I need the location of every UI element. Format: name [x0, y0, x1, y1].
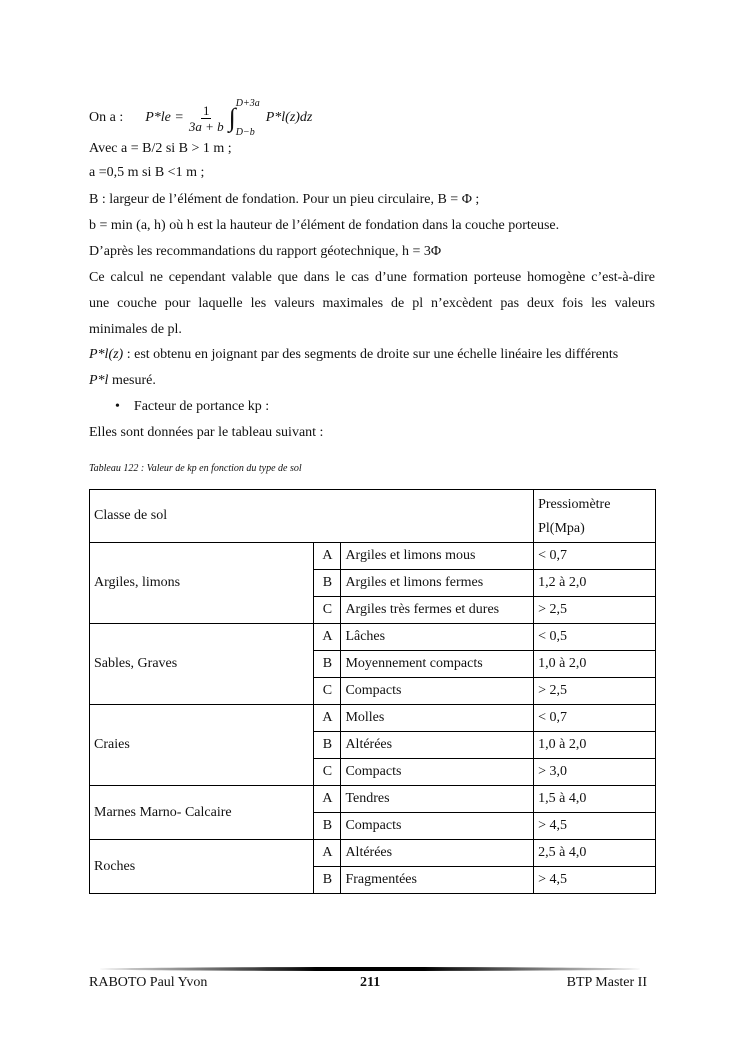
- footer-course: BTP Master II: [566, 975, 647, 990]
- description-cell: Moyennement compacts: [341, 651, 534, 678]
- text-line: a =0,5 m si B <1 m ;: [89, 165, 205, 180]
- integral-bounds: [236, 98, 260, 138]
- pl-value-cell: 1,0 à 2,0: [534, 732, 656, 759]
- footer-page-number: 211: [360, 975, 381, 990]
- soil-class-cell: Argiles, limons: [90, 543, 314, 624]
- footer-divider: [100, 967, 640, 971]
- table-header-row: [90, 490, 656, 543]
- text-span: : est obtenu en joignant par des segments de droite sur une échelle linéaire les différents: [126, 347, 619, 362]
- subclass-cell: A: [314, 705, 341, 732]
- text-line: Avec a = B/2 si B > 1 m ;: [89, 141, 232, 156]
- soil-class-table: [89, 489, 656, 894]
- description-cell: Compacts: [341, 813, 534, 840]
- soil-class-cell: Roches: [90, 840, 314, 894]
- pl-value-cell: 2,5 à 4,0: [534, 840, 656, 867]
- subclass-cell: A: [314, 543, 341, 570]
- soil-class-cell: Sables, Graves: [90, 624, 314, 705]
- subclass-cell: B: [314, 867, 341, 894]
- soil-class-cell: Marnes Marno- Calcaire: [90, 786, 314, 840]
- pl-symbol: P*l(z): [89, 347, 124, 362]
- text-line: b = min (a, h) où h est la hauteur de l’élément de fondation dans la couche porteuse.: [89, 218, 560, 233]
- pl-value-cell: 1,0 à 2,0: [534, 651, 656, 678]
- subclass-cell: B: [314, 570, 341, 597]
- footer-author: RABOTO Paul Yvon: [89, 975, 208, 990]
- table-row: [90, 543, 656, 570]
- integral-sign: ∫: [228, 103, 236, 132]
- pl-value-cell: > 2,5: [534, 678, 656, 705]
- subclass-cell: A: [314, 840, 341, 867]
- description-cell: Molles: [341, 705, 534, 732]
- soil-class-cell: Craies: [90, 705, 314, 786]
- bullet-item: [115, 399, 269, 415]
- subclass-cell: B: [314, 732, 341, 759]
- description-cell: Argiles très fermes et dures: [341, 597, 534, 624]
- table-caption: Tableau 122 : Valeur de kp en fonction du type de sol: [89, 463, 302, 474]
- text-line: D’après les recommandations du rapport géotechnique, h = 3Φ: [89, 244, 442, 259]
- table-row: [90, 840, 656, 867]
- text-line: [89, 373, 156, 389]
- header-pressio-line1: Pressiomètre: [538, 497, 611, 512]
- subclass-cell: C: [314, 597, 341, 624]
- text-line: B : largeur de l’élément de fondation. Pour un pieu circulaire, B = Φ ;: [89, 192, 480, 207]
- formula-integrand: P*l(z)dz: [265, 110, 313, 125]
- description-cell: Altérées: [341, 840, 534, 867]
- pl-value-cell: 1,2 à 2,0: [534, 570, 656, 597]
- formula-lower-bound: D−b: [235, 127, 255, 138]
- description-cell: Compacts: [341, 759, 534, 786]
- formula-line: [89, 98, 312, 138]
- subclass-cell: B: [314, 813, 341, 840]
- description-cell: Compacts: [341, 678, 534, 705]
- pl-value-cell: 1,5 à 4,0: [534, 786, 656, 813]
- formula-numerator: 1: [202, 102, 210, 118]
- description-cell: Fragmentées: [341, 867, 534, 894]
- formula-lhs: P*le =: [145, 110, 184, 125]
- pl-value-cell: > 4,5: [534, 813, 656, 840]
- subclass-cell: B: [314, 651, 341, 678]
- pl-value-cell: > 3,0: [534, 759, 656, 786]
- text-line: Elles sont données par le tableau suivant :: [89, 425, 324, 440]
- pl-symbol: P*l: [89, 373, 109, 388]
- pl-value-cell: < 0,5: [534, 624, 656, 651]
- text-line: une couche pour laquelle les valeurs maximales de pl n’excèdent pas deux fois les valeurs: [89, 296, 655, 311]
- text-line: [89, 347, 618, 363]
- pl-value-cell: < 0,7: [534, 543, 656, 570]
- subclass-cell: A: [314, 624, 341, 651]
- on-a-label: On a :: [89, 110, 124, 125]
- description-cell: Altérées: [341, 732, 534, 759]
- description-cell: Lâches: [341, 624, 534, 651]
- table-row: [90, 786, 656, 813]
- formula-denominator: 3a + b: [188, 118, 224, 134]
- text-line: minimales de pl.: [89, 322, 182, 337]
- subclass-cell: A: [314, 786, 341, 813]
- bullet-text: Facteur de portance kp :: [133, 399, 270, 414]
- header-pressio-line2: Pl(Mpa): [538, 521, 585, 536]
- description-cell: Argiles et limons fermes: [341, 570, 534, 597]
- text-line: Ce calcul ne cependant valable que dans le cas d’une formation porteuse homogène c’est-à-dire: [89, 270, 655, 285]
- formula-upper-bound: D+3a: [235, 98, 260, 109]
- pl-value-cell: > 2,5: [534, 597, 656, 624]
- text-span: mesuré.: [108, 373, 156, 388]
- pl-value-cell: > 4,5: [534, 867, 656, 894]
- table-row: [90, 624, 656, 651]
- header-pressiometre: [534, 490, 656, 543]
- header-classe: Classe de sol: [90, 490, 534, 543]
- description-cell: Argiles et limons mous: [341, 543, 534, 570]
- pl-value-cell: < 0,7: [534, 705, 656, 732]
- bullet-icon: •: [115, 399, 120, 414]
- formula-fraction: [187, 103, 226, 134]
- table-row: [90, 705, 656, 732]
- subclass-cell: C: [314, 678, 341, 705]
- description-cell: Tendres: [341, 786, 534, 813]
- subclass-cell: C: [314, 759, 341, 786]
